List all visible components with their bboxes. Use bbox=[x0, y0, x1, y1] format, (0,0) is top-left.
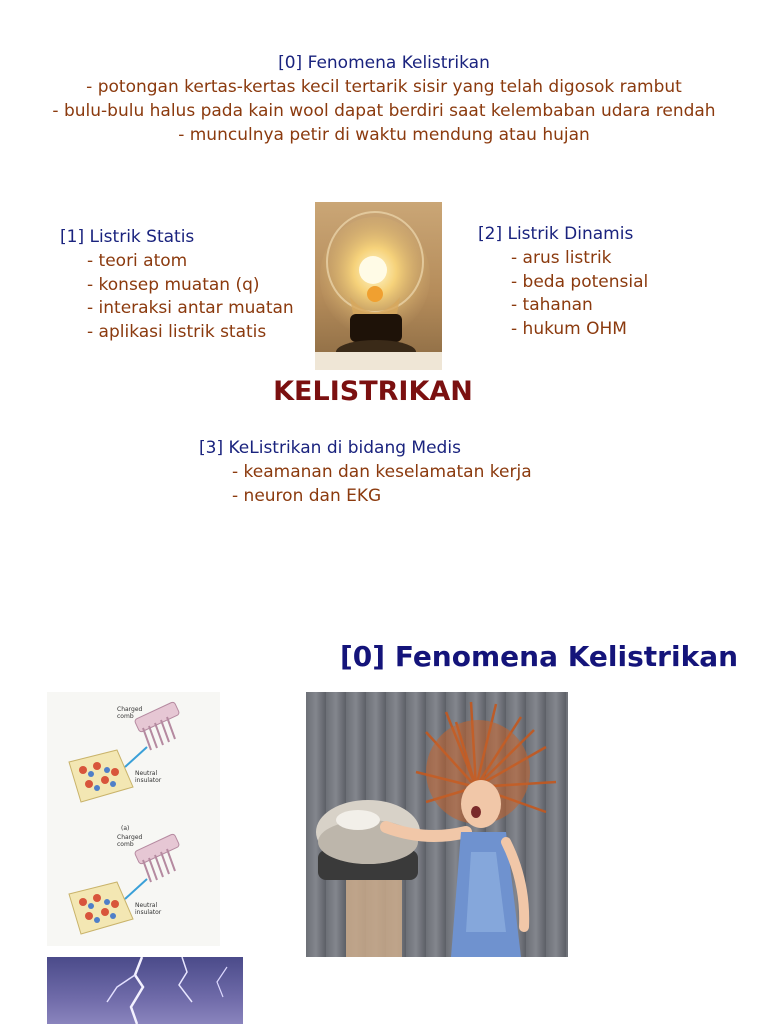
diagram-label-comb: Charged comb bbox=[117, 706, 143, 720]
statis-heading: [1] Listrik Statis bbox=[60, 227, 195, 247]
statis-item: - konsep muatan (q) bbox=[87, 275, 260, 295]
medis-heading: [3] KeListrikan di bidang Medis bbox=[199, 438, 461, 458]
slide2-title: [0] Fenomena Kelistrikan bbox=[340, 640, 739, 673]
diagram-label-comb-b: Charged comb bbox=[117, 834, 143, 848]
dinamis-item: - tahanan bbox=[511, 295, 593, 315]
intro-item-1: - potongan kertas-kertas kecil tertarik sisir yang telah digosok rambut bbox=[86, 77, 682, 97]
charged-comb-diagram bbox=[47, 692, 220, 946]
diagram-label-a: (a) bbox=[121, 825, 130, 832]
statis-item: - aplikasi listrik statis bbox=[87, 322, 267, 342]
dinamis-item: - hukum OHM bbox=[511, 319, 627, 339]
statis-item: - teori atom bbox=[87, 251, 188, 271]
lightning-photo bbox=[47, 957, 243, 1024]
intro-heading: [0] Fenomena Kelistrikan bbox=[278, 53, 490, 73]
dinamis-item: - arus listrik bbox=[511, 248, 612, 268]
dinamis-heading: [2] Listrik Dinamis bbox=[478, 224, 634, 244]
static-hair-photo bbox=[306, 692, 568, 957]
intro-item-2: - bulu-bulu halus pada kain wool dapat berdiri saat kelembaban udara rendah bbox=[52, 101, 716, 121]
light-bulb-image bbox=[315, 202, 442, 370]
medis-item: - keamanan dan keselamatan kerja bbox=[232, 462, 532, 482]
diagram-label-insulator: Neutral insulator bbox=[135, 770, 162, 784]
main-title: KELISTRIKAN bbox=[273, 376, 473, 407]
statis-item: - interaksi antar muatan bbox=[87, 298, 294, 318]
intro-item-3: - munculnya petir di waktu mendung atau hujan bbox=[178, 125, 590, 145]
dinamis-item: - beda potensial bbox=[511, 272, 649, 292]
medis-item: - neuron dan EKG bbox=[232, 486, 382, 506]
diagram-label-insulator-b: Neutral insulator bbox=[135, 902, 162, 916]
